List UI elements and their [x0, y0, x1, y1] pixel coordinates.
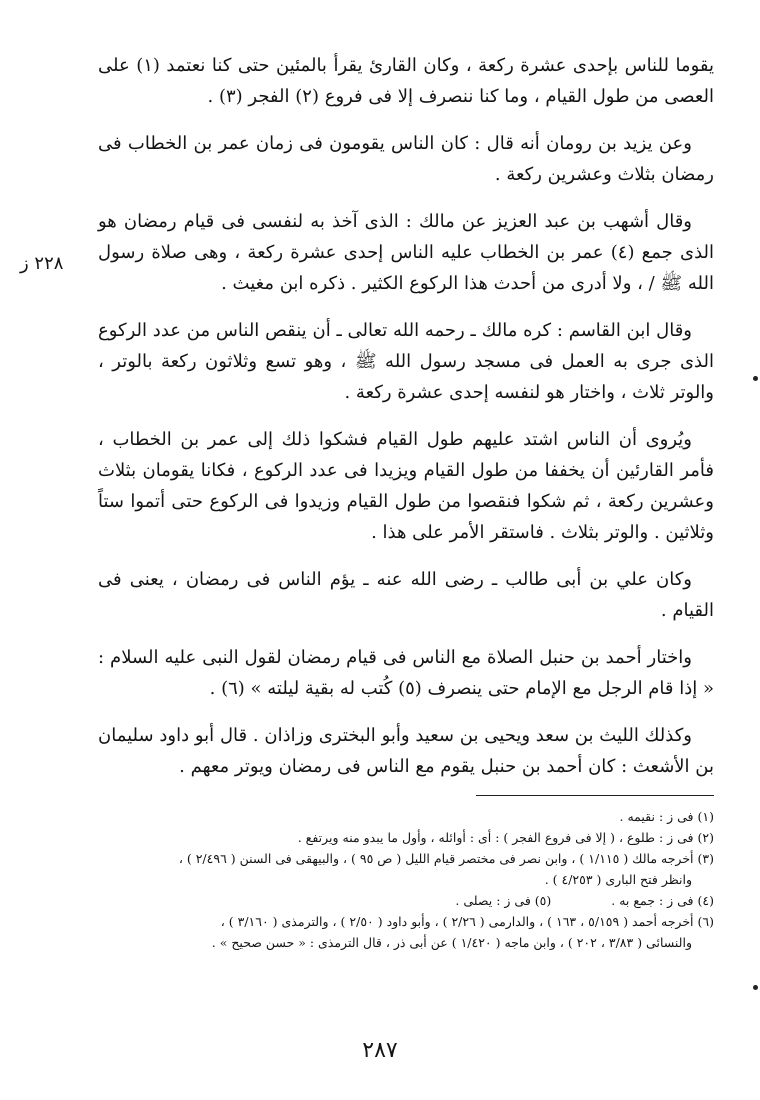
footnote-2: (٢) فى ز : طلوع ، ( إلا فى فروع الفجر ) : أى : أوائله ، وأول ما يبدو منه ويرتفع .: [297, 830, 714, 845]
paragraph-6: وكان علي بن أبى طالب ـ رضى الله عنه ـ يؤم الناس فى رمضان ، يعنى فى القيام .: [98, 569, 714, 621]
paragraph-3: وقال أشهب بن عبد العزيز عن مالك : الذى آخذ به لنفسى فى قيام رمضان هو الذى جمع (٤) عمر بن الخطاب عليه الناس إحدى عشرة ركعة ، وهى صلاة رسول الله ﷺ / ، ولا أدرى من أحدث هذا الركوع الكثير . ذكره ابن مغيث .: [98, 211, 715, 294]
paragraph-2: وعن يزيد بن رومان أنه قال : كان الناس يقومون فى زمان عمر بن الخطاب فى رمضان بثلاث وعشرين ركعة .: [98, 133, 714, 185]
paragraph-8: وكذلك الليث بن سعد ويحيى بن سعيد وأبو البخترى وزاذان . قال أبو داود سليمان بن الأشعث : كان أحمد بن حنبل يقوم مع الناس فى رمضان ويوتر معهم .: [98, 725, 714, 777]
main-text: [98, 50, 714, 798]
footnote-6-continued: والنسائى ( ٣/٨٣ ، ٢٠٢ ) ، وابن ماجه ( ١/٤٢٠ ) عن أبى ذر ، قال الترمذى : « حسن صحيح » .: [211, 935, 692, 950]
footnote-5: (٥) فى ز : يصلى .: [455, 893, 552, 908]
binding-hole-dot: [753, 985, 758, 990]
paragraph-5: ويُروى أن الناس اشتد عليهم طول القيام فشكوا ذلك إلى عمر بن الخطاب ، فأمر القارئين أن يخففا من طول القيام ويزيدا فى عدد الركوع ، فكانا يقومان بثلاث وعشرين ركعة ، ثم شكوا فنقصوا من طول القيام وزيدوا فى الركوع حتى أتموا ستاً وثلاثين . والوتر بثلاث . فاستقر الأمر على هذا .: [98, 429, 714, 543]
footnote-4: (٤) فى ز : جمع به .: [611, 893, 714, 908]
footnote-1: (١) فى ز : نقيمه .: [619, 809, 714, 824]
paragraph-4: وقال ابن القاسم : كره مالك ـ رحمه الله تعالى ـ أن ينقص الناس من عدد الركوع الذى جرى به العمل فى مسجد رسول الله ﷺ ، وهو تسع وثلاثون ركعة بالوتر ، والوتر ثلاث ، واختار هو لنفسه إحدى عشرة ركعة .: [98, 320, 714, 403]
margin-folio-reference: ٢٢٨ ز: [20, 253, 64, 274]
footnote-row-4-5: [98, 890, 714, 911]
page-number: ٢٨٧: [362, 1038, 398, 1063]
footnote-3: (٣) أخرجه مالك ( ١/١١٥ ) ، وابن نصر فى مختصر قيام الليل ( ص ٩٥ ) ، والبيهقى فى السنن ( ٢/٤٩٦ ) ،: [178, 851, 714, 866]
footnote-separator: [476, 795, 714, 796]
binding-hole-dot: [753, 376, 758, 381]
footnotes: [98, 806, 714, 953]
footnote-3-continued: وانظر فتح البارى ( ٤/٢٥٣ ) .: [544, 872, 692, 887]
paragraph-1: يقوما للناس بإحدى عشرة ركعة ، وكان القارئ يقرأ بالمئين حتى كنا نعتمد (١) على العصى من طول القيام ، وما كنا ننصرف إلا فى فروع (٢) الفجر (٣) .: [98, 55, 714, 107]
footnote-6: (٦) أخرجه أحمد ( ٥/١٥٩ ، ١٦٣ ) ، والدارمى ( ٢/٢٦ ) ، وأبو داود ( ٢/٥٠ ) ، والترمذى ( ٣/١٦٠ ) ،: [220, 914, 714, 929]
paragraph-7: واختار أحمد بن حنبل الصلاة مع الناس فى قيام رمضان لقول النبى عليه السلام : « إذا قام الرجل مع الإمام حتى ينصرف (٥) كُتب له بقية ليلته » (٦) .: [98, 647, 714, 699]
